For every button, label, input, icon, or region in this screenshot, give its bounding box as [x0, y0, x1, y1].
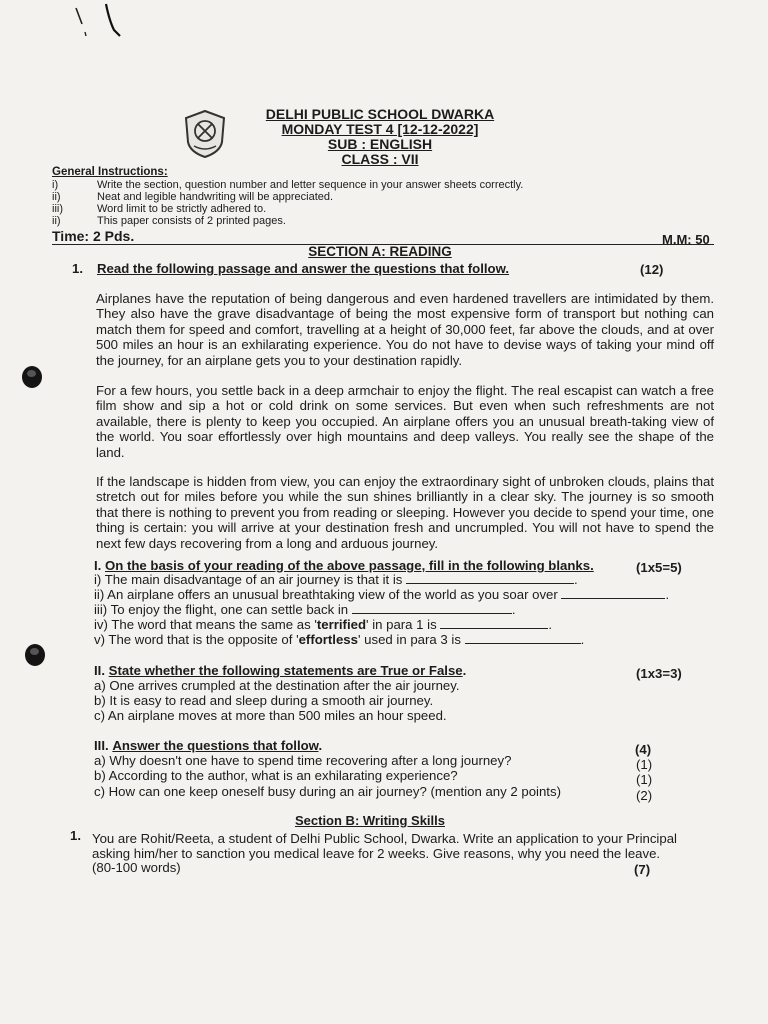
- blank-item-text: ' in para 1 is: [366, 617, 437, 632]
- section-b-marks: (7): [634, 862, 651, 877]
- short-answer-marks: (2): [636, 788, 653, 803]
- blank-item-key: effortless: [298, 632, 358, 647]
- instruction-text: This paper consists of 2 printed pages.: [97, 215, 286, 227]
- section-b-question-number: 1.: [70, 828, 81, 843]
- short-answer-marks: (1): [636, 757, 653, 772]
- school-logo: [180, 108, 230, 160]
- class: CLASS : VII: [341, 151, 419, 167]
- answer-blank: [440, 617, 548, 629]
- passage-paragraph: If the landscape is hidden from view, you can enjoy the extraordinary sight of unbroken clouds, plains that stretch out for miles before you while the sun shines brilliantly in a clear sky. The journey is so smooth that there is nothing to prevent you from reading or sleeping. However you decide to spend your time, one thing is certain: you will arrive at your destination fresh and uncrumpled. You will not have to spend the next few days recovering from a long and arduous journey.: [96, 474, 714, 551]
- part-3-marks: (4): [635, 742, 652, 757]
- instruction-num: iii): [52, 203, 63, 215]
- passage-paragraph: For a few hours, you settle back in a deep armchair to enjoy the flight. The real escapist can watch a free film show and sip a hot or cold drink on some services. But even when such refreshments are not available, there is plenty to keep you occupied. An airplane offers you an unusual breath-taking view of the world. You soar effortlessly over high mountains and deep valleys. You really see the shape of the land.: [96, 383, 714, 460]
- part-2-number: II.: [94, 663, 105, 678]
- question-1-marks: (12): [640, 262, 664, 277]
- blank-item-text: i) The main disadvantage of an air journey is that it is: [94, 572, 403, 587]
- part-3-number: III.: [94, 738, 109, 753]
- instruction-text: Neat and legible handwriting will be appreciated.: [97, 191, 334, 203]
- part-1-number: I.: [94, 558, 102, 573]
- short-answer-item: c) How can one keep oneself busy during an air journey? (mention any 2 points): [94, 784, 561, 799]
- instruction-text: Write the section, question number and letter sequence in your answer sheets correctly.: [97, 179, 524, 191]
- part-1-title: On the basis of your reading of the above passage, fill in the following blanks.: [105, 558, 594, 573]
- instruction-num: i): [52, 179, 59, 191]
- instructions-list: [52, 179, 524, 227]
- instruction-num: ii): [52, 215, 61, 227]
- blank-item-text: iii) To enjoy the flight, one can settle back in: [94, 602, 349, 617]
- subject: SUB : ENGLISH: [327, 136, 433, 152]
- blank-item-text: iv) The word that means the same as ': [94, 617, 317, 632]
- part-1-heading: [94, 558, 594, 573]
- tf-item: b) It is easy to read and sleep during a smooth air journey.: [94, 693, 434, 708]
- instruction-item: [52, 215, 286, 227]
- part-1-marks: (1x5=5): [636, 560, 682, 575]
- instruction-text: Word limit to be strictly adhered to.: [97, 203, 267, 215]
- short-answer-marks: (1): [636, 772, 653, 787]
- question-1-text: Read the following passage and answer the questions that follow.: [97, 261, 510, 276]
- school-name: DELHI PUBLIC SCHOOL DWARKA: [265, 106, 495, 122]
- blank-item: i) The main disadvantage of an air journey is that it is .: [94, 572, 578, 587]
- test-title: MONDAY TEST 4 [12-12-2022]: [281, 121, 479, 137]
- section-b-title: Section B: Writing Skills: [294, 813, 445, 828]
- blank-item: ii) An airplane offers an unusual breathtaking view of the world as you soar over .: [94, 587, 670, 602]
- tf-item: c) An airplane moves at more than 500 miles an hour speed.: [94, 708, 447, 723]
- short-answer-item: a) Why doesn't one have to spend time recovering after a long journey?: [94, 753, 512, 768]
- instructions-heading: General Instructions:: [52, 166, 168, 178]
- tf-item: a) One arrives crumpled at the destination after the air journey.: [94, 678, 460, 693]
- instruction-item: [52, 203, 267, 215]
- blank-item: v) The word that is the opposite of 'effortless' used in para 3 is .: [94, 632, 585, 647]
- punch-hole-bottom: [25, 644, 45, 666]
- pen-scribble: [68, 2, 138, 42]
- max-marks: M.M: 50: [662, 232, 710, 247]
- blank-item: iii) To enjoy the flight, one can settle back in .: [94, 602, 516, 617]
- part-2-heading: II. State whether the following statements are True or False.: [94, 663, 467, 678]
- blank-item-key: terrified: [316, 617, 367, 632]
- instruction-item: [52, 179, 524, 191]
- answer-blank: [406, 572, 574, 584]
- answer-blank: [352, 602, 512, 614]
- passage-paragraph: Airplanes have the reputation of being dangerous and even hardened travellers are intimidated by them. They also have the grave disadvantage of being the most expensive form of transport but nothing can match them for speed and comfort, travelling at a height of 30,000 feet, far above the clouds, and at over 500 miles an hour is an exhilarating experience. You do not have to devise ways of taking your mind off the journey, for an airplane gets you to your destination rapidly.: [96, 291, 714, 368]
- punch-hole-top: [22, 366, 42, 388]
- blank-item: iv) The word that means the same as 'terrified' in para 1 is .: [94, 617, 553, 632]
- answer-blank: [561, 587, 665, 599]
- blank-item-text: ii) An airplane offers an unusual breathtaking view of the world as you soar over: [94, 587, 558, 602]
- instruction-num: ii): [52, 191, 61, 203]
- answer-blank: [465, 632, 581, 644]
- section-b-question-line: You are Rohit/Reeta, a student of Delhi Public School, Dwarka. Write an application to your Principal: [92, 831, 677, 846]
- section-b-question-line: asking him/her to sanction you medical leave for 2 weeks. Give reasons, why you need the leave.: [92, 846, 661, 861]
- short-answer-item: b) According to the author, what is an exhilarating experience?: [94, 768, 458, 783]
- blank-item-text: ' used in para 3 is: [357, 632, 461, 647]
- question-1-number: 1.: [72, 261, 83, 276]
- part-2-marks: (1x3=3): [636, 666, 682, 681]
- part-3-title: Answer the questions that follow: [112, 738, 319, 753]
- section-a-title: SECTION A: READING: [308, 244, 452, 259]
- section-b-question-line: (80-100 words): [92, 860, 181, 875]
- part-3-heading: III. Answer the questions that follow.: [94, 738, 323, 753]
- instruction-item: [52, 191, 334, 203]
- time-label: Time: 2 Pds.: [52, 228, 135, 244]
- part-2-title: State whether the following statements are True or False: [108, 663, 463, 678]
- blank-item-text: v) The word that is the opposite of ': [94, 632, 299, 647]
